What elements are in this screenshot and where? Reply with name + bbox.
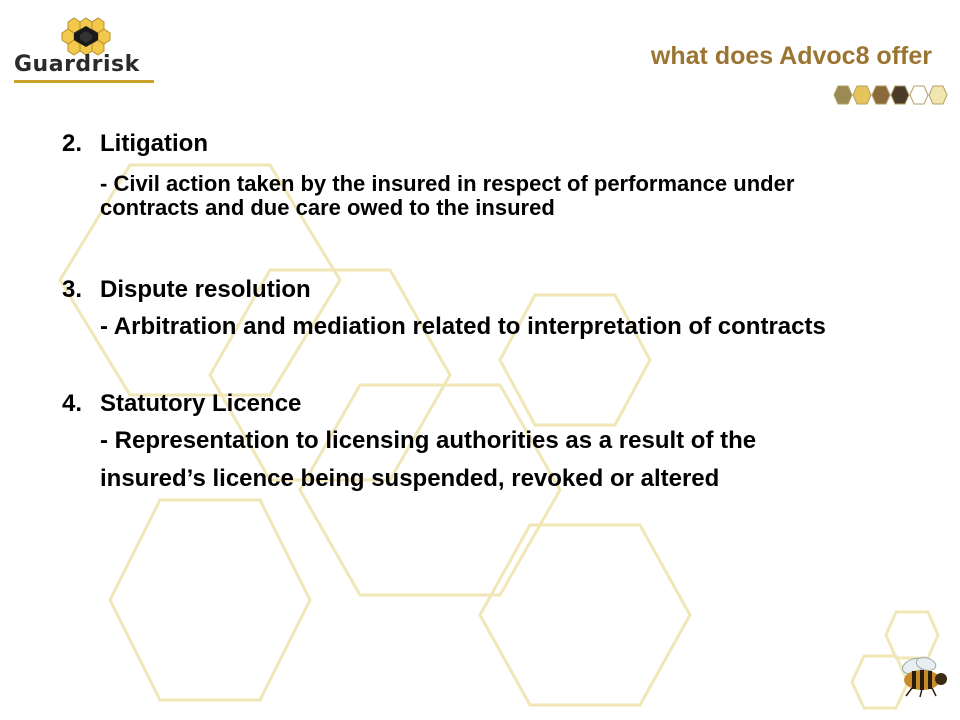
- slide-content: [62, 130, 902, 498]
- item-description: - Civil action taken by the insured in respect of performance under contracts and due care owed to the insured: [100, 171, 795, 220]
- item-description: - Representation to licensing authorities as a result of the insured’s licence being suspended, revoked or altered: [100, 427, 757, 492]
- list-item: [62, 130, 902, 158]
- item-number: 3.: [62, 276, 83, 303]
- item-number: 2.: [62, 130, 83, 157]
- logo-underline: [14, 80, 154, 83]
- item-heading: Statutory Licence: [100, 390, 302, 417]
- slide-title: what does Advoc8 offer: [650, 42, 932, 70]
- item-heading: Dispute resolution: [100, 276, 311, 303]
- item-number: 4.: [62, 390, 83, 417]
- list-item: [62, 276, 902, 304]
- item-description: - Arbitration and mediation related to interpretation of contracts: [100, 313, 826, 340]
- hexagon-swatches-icon: [832, 84, 950, 106]
- logo-wordmark: Guardrisk: [14, 52, 140, 77]
- bee-icon: [892, 654, 950, 698]
- item-heading: Litigation: [100, 130, 208, 157]
- list-item: [62, 390, 902, 418]
